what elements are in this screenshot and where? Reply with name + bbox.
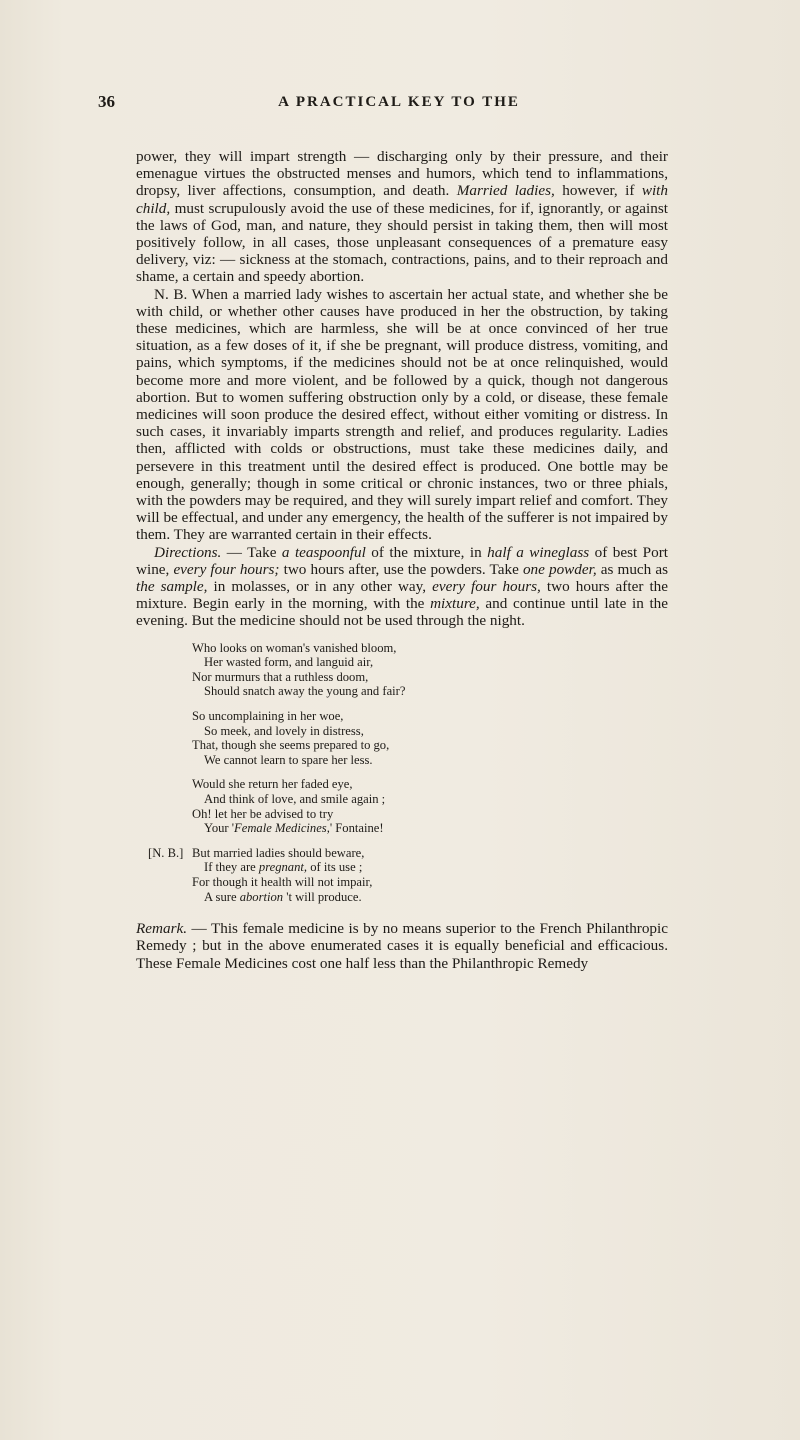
nb-tag: [N. B.] <box>148 845 184 860</box>
text-run: N. B. When a married lady wishes to ascertain her actual state, and whether she be with child, or whether other causes have produced in her the obstruction, by taking these medicines, which are harmless, she will be at once convinced of her true situation, as a few doses of it, if she be pregnant, will produce distress, vomiting, and pains, which symptoms, if the medicines should not be at once relinquished, would become more and more violent, and be followed by a quick, though not dangerous abortion. But to women suffering obstruction only by a cold, or disease, these female medicines will soon produce the desired effect, without either vomiting or distress. In such cases, it invariably imparts strength and relief, and produces regularity. Ladies then, afflicted with colds or obstructions, must take these medicines daily, and persevere in this treatment until the desired effect is produced. One bottle may be enough, generally; though in some critical or chronic instances, two or three phials, with the powders may be required, and they will surely impart relief and comfort. They will be effectual, and under any emergency, the health of the sufferer is not impaired by them. They are warranted certain in their effects. <box>136 285 668 544</box>
poem-line: So uncomplaining in her woe, <box>192 709 344 724</box>
page-header <box>98 92 700 116</box>
remark-paragraph <box>136 920 668 972</box>
paragraph <box>136 148 668 286</box>
poem-stanza <box>148 845 668 904</box>
poem-line: But married ladies should beware, <box>192 845 365 860</box>
poem-line: Should snatch away the young and fair? <box>204 684 406 699</box>
poem-line: Nor murmurs that a ruthless doom, <box>192 669 369 684</box>
poem-text: If they are <box>204 860 259 875</box>
poem <box>148 640 668 905</box>
poem-stanza <box>192 709 668 767</box>
poem-text: 't will produce. <box>283 889 362 904</box>
text-run: however, if <box>554 182 642 200</box>
poem-line <box>192 821 668 836</box>
poem-line: Oh! let her be advised to try <box>192 806 334 821</box>
poem-emphasis: abortion <box>239 889 284 904</box>
emphasis-text: half a wineglass <box>487 543 590 561</box>
poem-text: Your ' <box>204 821 235 836</box>
poem-line: That, though she seems prepared to go, <box>192 738 390 753</box>
poem-line: For though it health will not impair, <box>192 875 373 889</box>
text-run: of the mixture, in <box>365 543 488 561</box>
text-run: and continue until late in the evening. But the medicine should not be used through the night. <box>136 595 668 630</box>
emphasis-text: the sample, <box>136 578 208 596</box>
remark-text: — This female medicine is by no means superior to the French Philanthropic Remedy ; but in the above enumerated cases it is equally beneficial and efficacious. These Female Medicines cost one half less than the Philanthropic Remedy <box>136 920 668 972</box>
text-run: two hours after, use the powders. Take <box>279 560 523 578</box>
poem-text: ' Fontaine! <box>329 821 384 836</box>
text-run: in molasses, or in any other way, <box>207 578 433 596</box>
poem-stanza <box>192 777 668 835</box>
poem-text: A sure <box>204 889 240 904</box>
emphasis-text: Married ladies, <box>456 182 555 200</box>
emphasis-text: every four hours; <box>173 560 280 578</box>
text-run: as much as <box>596 560 669 578</box>
body-text <box>136 148 668 972</box>
paragraph <box>136 544 668 630</box>
text-run: two hours after the mixture. Begin early in the morning, with the <box>136 578 668 613</box>
poem-line: Who looks on woman's vanished bloom, <box>192 640 397 655</box>
text-run: power, they will impart strength — discharging only by their pressure, and their emenague virtues the obstructed menses and humors, which tend to inflammations, dropsy, liver affections, consumption, and death. <box>136 148 668 200</box>
poem-text: of its use ; <box>307 860 363 875</box>
poem-line: Her wasted form, and languid air, <box>204 655 374 670</box>
text-run: must scrupulously avoid the use of these medicines, for if, ignorantly, or against the laws of God, man, and nature, they should persist in taking them, then will most positively follow, in all cases, those unpleasant consequences of a premature easy delivery, viz: — sickness at the stomach, contractions, pains, and to their reproach and shame, a certain and speedy abortion. <box>136 199 668 286</box>
emphasis-text: one powder, <box>522 560 597 578</box>
poem-emphasis: Female Medicines, <box>234 821 330 836</box>
emphasis-text: Directions. <box>154 543 222 561</box>
text-run: — Take <box>221 543 282 561</box>
poem-line <box>192 890 668 905</box>
poem-line <box>192 860 668 875</box>
remark-label: Remark. <box>136 920 188 938</box>
poem-emphasis: pregnant, <box>258 860 308 875</box>
emphasis-text: a teaspoonful <box>281 543 366 561</box>
paragraph <box>136 286 668 544</box>
poem-stanza <box>192 641 668 699</box>
poem-line: And think of love, and smile again ; <box>204 792 386 807</box>
running-head: A PRACTICAL KEY TO THE <box>278 94 520 110</box>
page-number: 36 <box>98 92 115 111</box>
poem-line: So meek, and lovely in distress, <box>204 723 364 738</box>
poem-line: We cannot learn to spare her less. <box>204 752 373 767</box>
emphasis-text: with child, <box>136 182 668 217</box>
emphasis-text: mixture, <box>430 595 480 613</box>
poem-line: Would she return her faded eye, <box>192 777 353 792</box>
text-run: of best Port wine, <box>136 543 668 578</box>
emphasis-text: every four hours, <box>432 578 541 596</box>
